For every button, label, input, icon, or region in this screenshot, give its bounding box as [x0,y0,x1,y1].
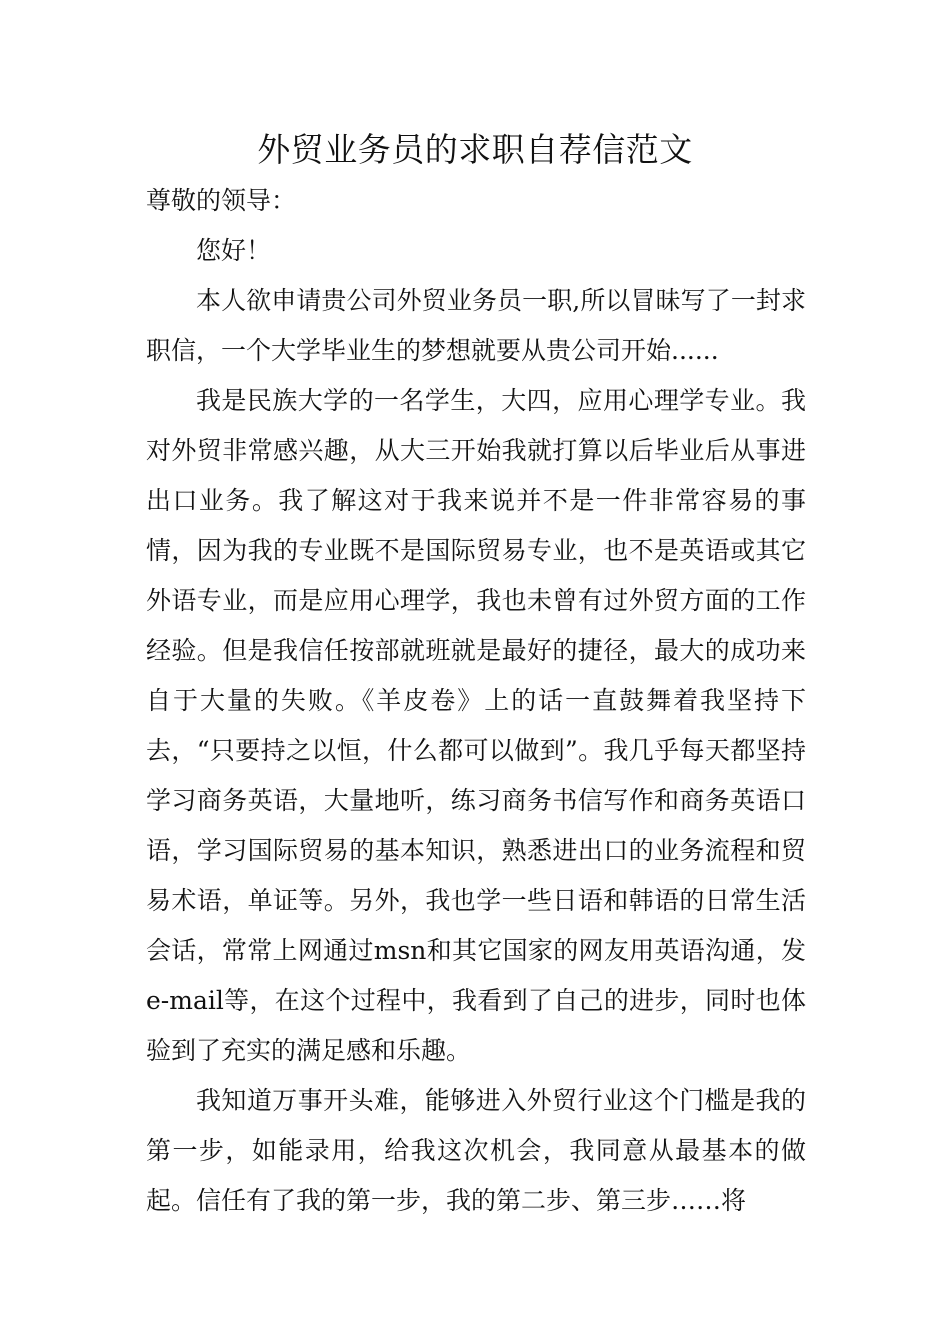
paragraph-intro: 本人欲申请贵公司外贸业务员一职,所以冒昧写了一封求职信，一个大学毕业生的梦想就要从贵公司开始...... [146,286,806,365]
paragraph-background: 我是民族大学的一名学生，大四，应用心理学专业。我对外贸非常感兴趣，从大三开始我就打算以后毕业后从事进出口业务。我了解这对于我来说并不是一件非常容易的事情，因为我的专业既不是国际贸易专业，也不是英语或其它外语专业，而是应用心理学，我也未曾有过外贸方面的工作经验。但是我信任按部就班就是最好的捷径，最大的成功来自于大量的失败。《羊皮卷》上的话一直鼓舞着我坚持下去，“只要持之以恒，什么都可以做到”。我几乎每天都坚持学习商务英语，大量地听，练习商务书信写作和商务英语口语，学习国际贸易的基本知识，熟悉进出口的业务流程和贸易术语，单证等。另外，我也学一些日语和韩语的日常生活会话，常常上网通过msn和其它国家的网友用英语沟通，发e-mail等，在这个过程中，我看到了自己的进步，同时也体验到了充实的满足感和乐趣。 [146,386,806,1065]
salutation: 尊敬的领导： [146,186,297,215]
letter-body [146,176,806,1226]
paragraph-greeting: 您好！ [196,236,272,265]
paragraph-commitment: 我知道万事开头难，能够进入外贸行业这个门槛是我的第一步，如能录用，给我这次机会，我同意从最基本的做起。信任有了我的第一步，我的第二步、第三步……将 [146,1086,806,1215]
document-title: 外贸业务员的求职自荐信范文 [257,130,693,169]
